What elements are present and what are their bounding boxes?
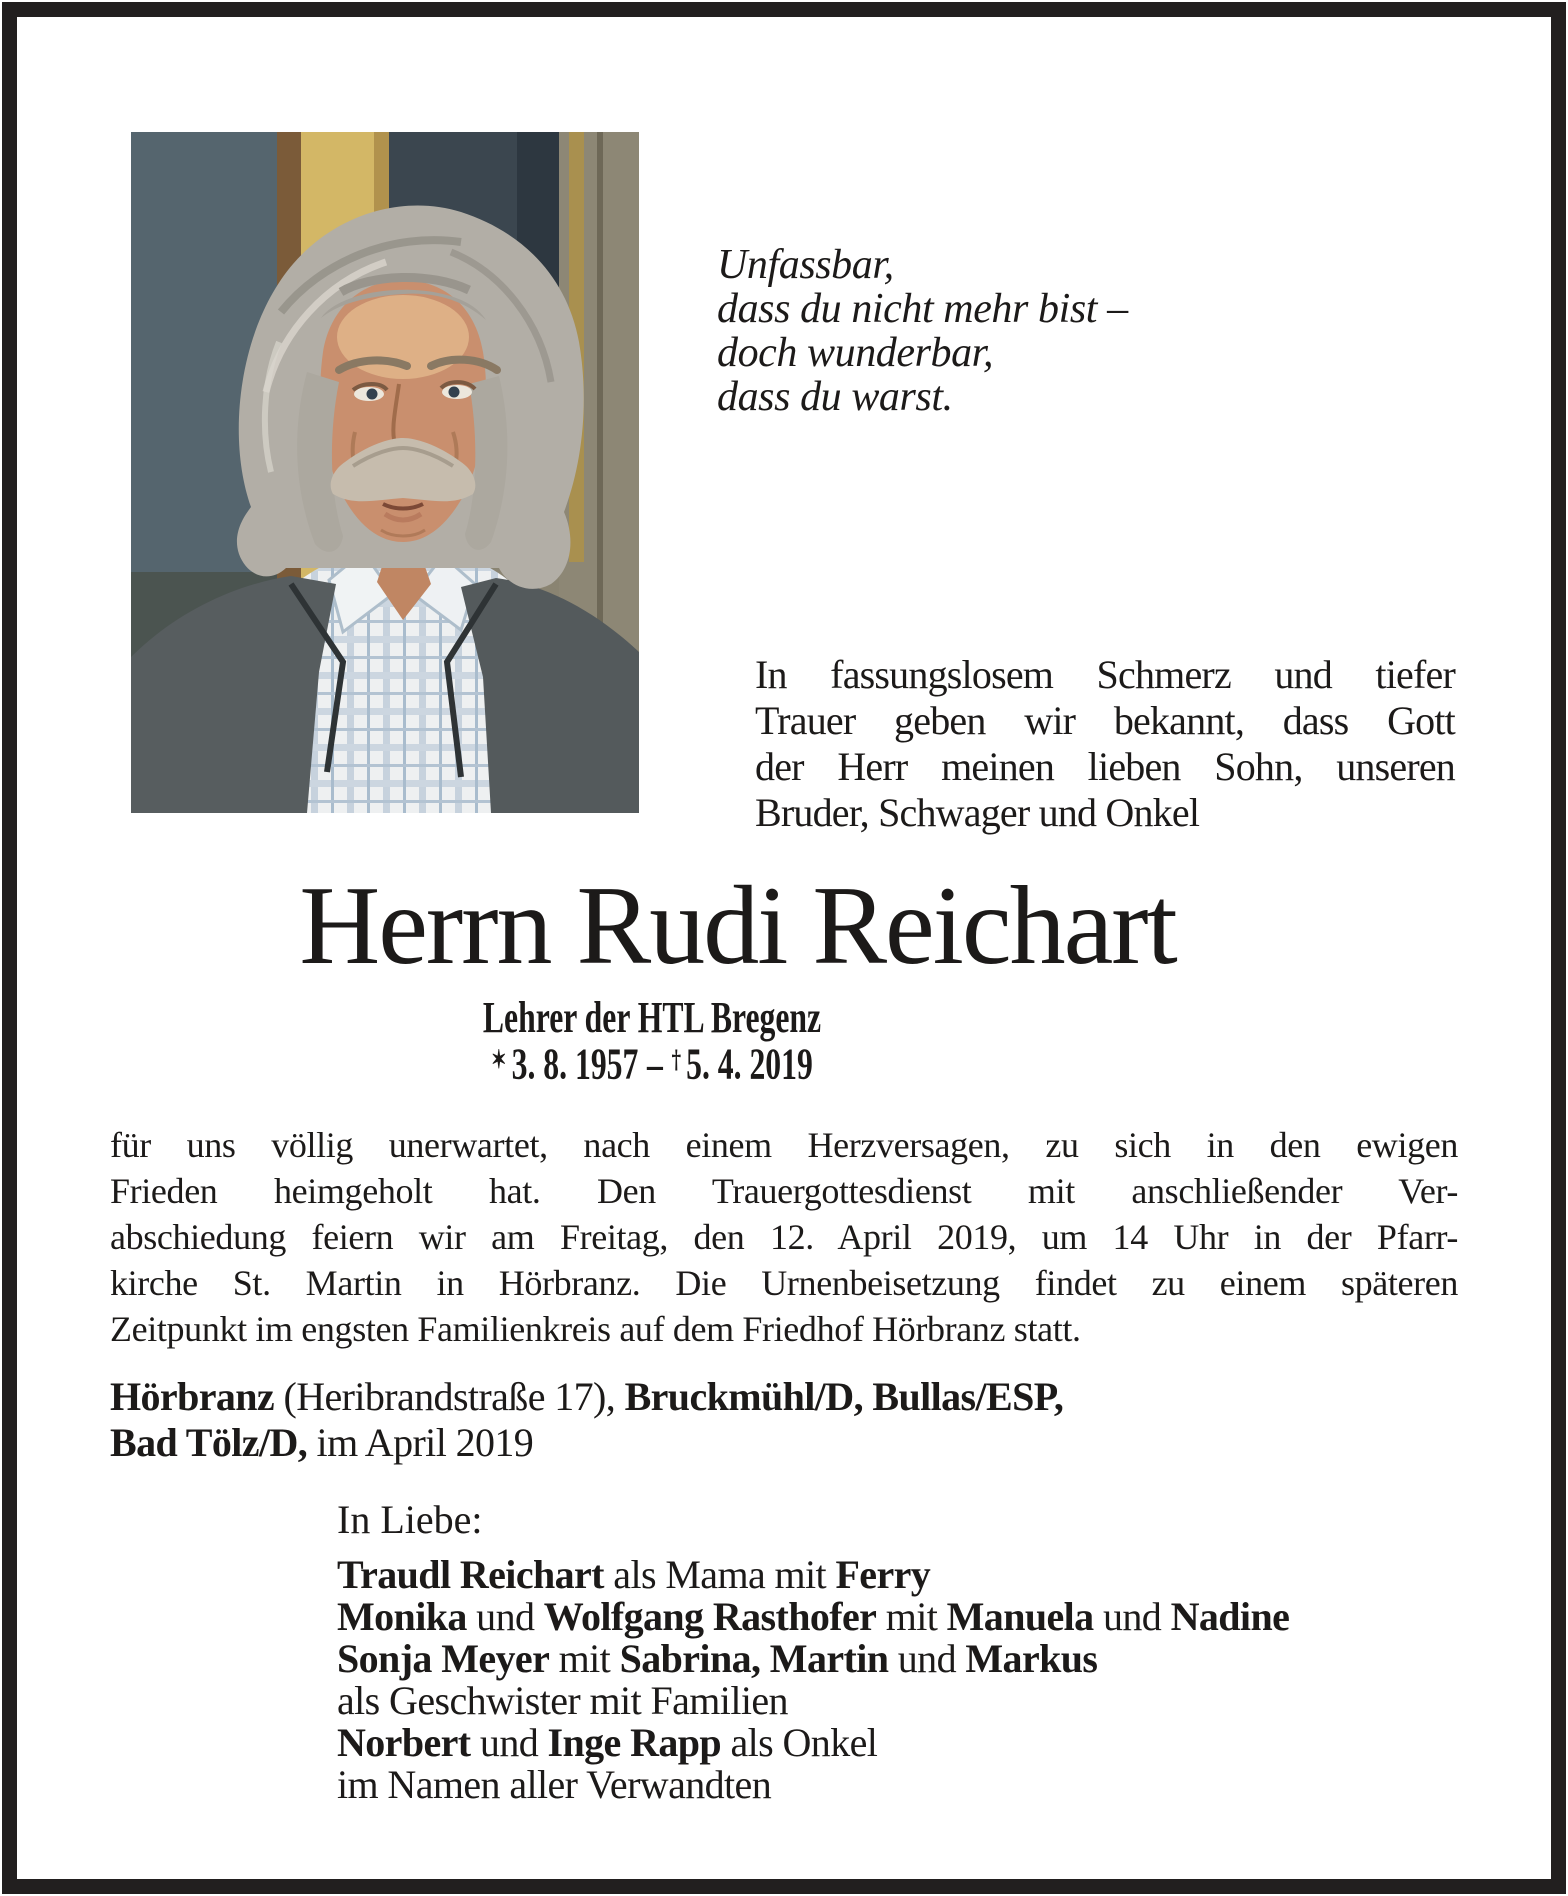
- quote-line-2: dass du nicht mehr bist –: [717, 286, 1128, 332]
- announcement-line-2: Trauer geben wir bekannt, dass Gott: [755, 698, 1455, 743]
- birth-star-symbol: ✶: [491, 1045, 507, 1075]
- quote-line-1: Unfassbar,: [717, 242, 894, 288]
- deceased-profession: [417, 995, 887, 1041]
- mourner-line-1: Traudl Reichart als Mama mit Ferry: [337, 1552, 931, 1597]
- places-line-2: [110, 1420, 1063, 1466]
- death-date: 5. 4. 2019: [686, 1039, 813, 1089]
- closing-salutation: In Liebe:: [337, 1497, 483, 1542]
- obituary-body: [110, 1122, 1458, 1352]
- place-bruckmuehl-bullas: Bruckmühl/D, Bullas/ESP,: [624, 1374, 1064, 1419]
- body-line-4: kirche St. Martin in Hörbranz. Die Urnenbeisetzung findet zu einem späteren: [110, 1263, 1458, 1303]
- dates-separator: –: [646, 1039, 663, 1089]
- portrait-photo: [131, 132, 639, 813]
- life-dates: [429, 1036, 876, 1089]
- mourner-line-6: im Namen aller Verwandten: [337, 1762, 772, 1807]
- birth-date: 3. 8. 1957: [511, 1039, 639, 1089]
- deceased-name: Herrn Rudi Reichart: [299, 864, 1176, 988]
- quote-line-3: doch wunderbar,: [717, 330, 994, 376]
- body-line-1: für uns völlig unerwartet, nach einem Herzversagen, zu sich in den ewigen: [110, 1125, 1458, 1165]
- places-line-1: [110, 1374, 1063, 1420]
- places-block: [110, 1374, 1063, 1466]
- body-line-5: Zeitpunkt im engsten Familienkreis auf dem Friedhof Hörbranz statt.: [110, 1309, 1081, 1349]
- mourner-line-5: Norbert und Inge Rapp als Onkel: [337, 1720, 878, 1765]
- place-hoerbranz: Hörbranz: [110, 1374, 275, 1419]
- place-bad-toelz: Bad Tölz/D,: [110, 1420, 308, 1465]
- place-date: im April 2019: [307, 1420, 534, 1465]
- mourners-list: [337, 1554, 1289, 1806]
- body-line-3: abschiedung feiern wir am Freitag, den 12. April 2019, um 14 Uhr in der Pfarr-: [110, 1217, 1458, 1257]
- announcement-paragraph: [755, 652, 1455, 836]
- place-street: (Heribrandstraße 17),: [274, 1374, 625, 1419]
- profession-text: Lehrer der HTL Bregenz: [482, 993, 822, 1042]
- mourner-line-2: Monika und Wolfgang Rasthofer mit Manuela und Nadine: [337, 1594, 1290, 1639]
- announcement-line-4: Bruder, Schwager und Onkel: [755, 790, 1200, 835]
- announcement-line-3: der Herr meinen lieben Sohn, unseren: [755, 744, 1455, 789]
- mourner-line-3: Sonja Meyer mit Sabrina, Martin und Markus: [337, 1636, 1098, 1681]
- death-cross-symbol: †: [671, 1045, 682, 1075]
- quote-line-4: dass du warst.: [717, 374, 953, 420]
- mourner-line-4: als Geschwister mit Familien: [337, 1678, 788, 1723]
- body-line-2: Frieden heimgeholt hat. Den Trauergottesdienst mit anschließender Ver-: [110, 1171, 1458, 1211]
- memorial-quote: [717, 243, 1128, 419]
- announcement-line-1: In fassungslosem Schmerz und tiefer: [755, 652, 1455, 697]
